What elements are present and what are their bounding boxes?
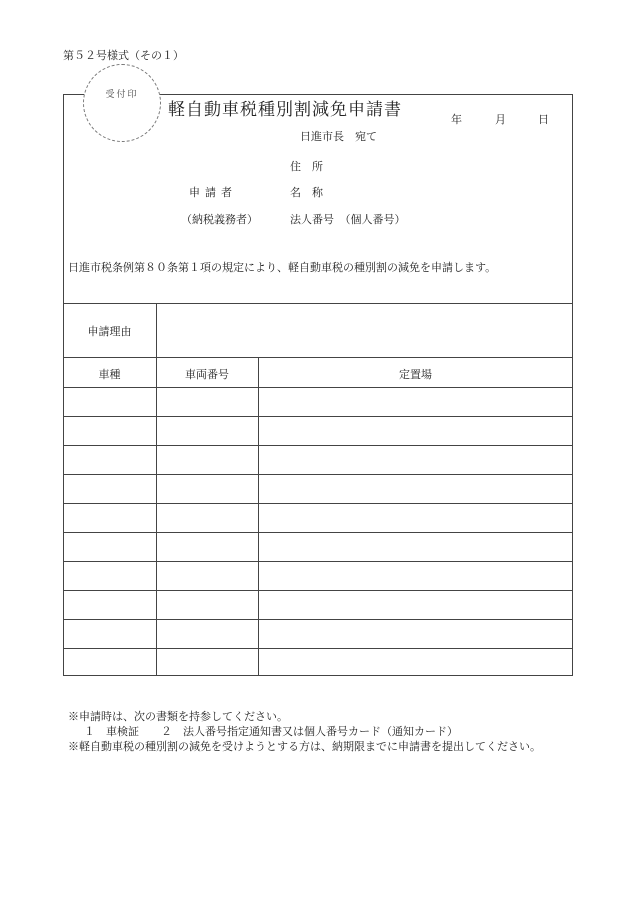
vehicle-number-cell[interactable] — [157, 446, 258, 472]
address-label: 住 所 — [290, 160, 323, 173]
vehicle-type-cell[interactable] — [64, 388, 155, 414]
vehicle-number-cell[interactable] — [157, 562, 258, 588]
reception-seal-area — [83, 64, 161, 142]
name-label: 名 称 — [290, 186, 323, 199]
addressee: 日進市長 宛て — [300, 130, 377, 143]
divider-line — [64, 357, 572, 358]
reason-label: 申請理由 — [87, 325, 132, 338]
date-day-label: 日 — [538, 113, 549, 126]
note-line-2: １ 車検証 ２ 法人番号指定通知書又は個人番号カード（通知カード） — [84, 725, 458, 738]
reason-field[interactable] — [158, 305, 570, 357]
vehicle-number-cell[interactable] — [157, 388, 258, 414]
header-vehicle-type: 車種 — [98, 368, 121, 381]
header-vehicle-number: 車両番号 — [185, 368, 229, 381]
vehicle-number-cell[interactable] — [157, 475, 258, 501]
divider-line — [64, 303, 572, 304]
note-line-1: ※申請時は、次の書類を持参してください。 — [68, 710, 288, 723]
date-year-label: 年 — [451, 113, 462, 126]
vehicle-number-cell[interactable] — [157, 620, 258, 646]
vehicle-number-cell[interactable] — [157, 417, 258, 443]
storage-location-cell[interactable] — [259, 504, 572, 530]
form-title: 軽自動車税種別割減免申請書 — [168, 100, 402, 120]
note-line-3: ※軽自動車税の種別割の減免を受けようとする方は、納期限までに申請書を提出してください。 — [68, 740, 541, 753]
storage-location-cell[interactable] — [259, 417, 572, 443]
storage-location-cell[interactable] — [259, 591, 572, 617]
application-form — [63, 94, 573, 676]
header-storage-location: 定置場 — [399, 368, 432, 381]
vehicle-number-cell[interactable] — [157, 533, 258, 559]
applicant-label: 申請者 — [189, 186, 237, 199]
storage-location-cell[interactable] — [259, 620, 572, 646]
seal-label: 受付印 — [105, 90, 139, 100]
application-statement: 日進市税条例第８０条第１項の規定により、軽自動車税の種別割の減免を申請します。 — [68, 261, 497, 274]
storage-location-cell[interactable] — [259, 388, 572, 414]
vehicle-type-cell[interactable] — [64, 533, 155, 559]
storage-location-cell[interactable] — [259, 649, 572, 675]
vehicle-type-cell[interactable] — [64, 504, 155, 530]
vehicle-type-cell[interactable] — [64, 417, 155, 443]
storage-location-cell[interactable] — [259, 446, 572, 472]
vehicle-type-cell[interactable] — [64, 475, 155, 501]
form-number: 第５２号様式（その１） — [63, 49, 184, 62]
taxpayer-label: （納税義務者） — [181, 213, 258, 226]
storage-location-cell[interactable] — [259, 562, 572, 588]
vehicle-type-cell[interactable] — [64, 446, 155, 472]
vehicle-type-cell[interactable] — [64, 620, 155, 646]
storage-location-cell[interactable] — [259, 533, 572, 559]
date-month-label: 月 — [495, 113, 506, 126]
corporate-number-label: 法人番号 （個人番号） — [290, 213, 406, 226]
vehicle-type-cell[interactable] — [64, 562, 155, 588]
vehicle-number-cell[interactable] — [157, 591, 258, 617]
vehicle-number-cell[interactable] — [157, 649, 258, 675]
vehicle-type-cell[interactable] — [64, 591, 155, 617]
vehicle-type-cell[interactable] — [64, 649, 155, 675]
vehicle-number-cell[interactable] — [157, 504, 258, 530]
storage-location-cell[interactable] — [259, 475, 572, 501]
